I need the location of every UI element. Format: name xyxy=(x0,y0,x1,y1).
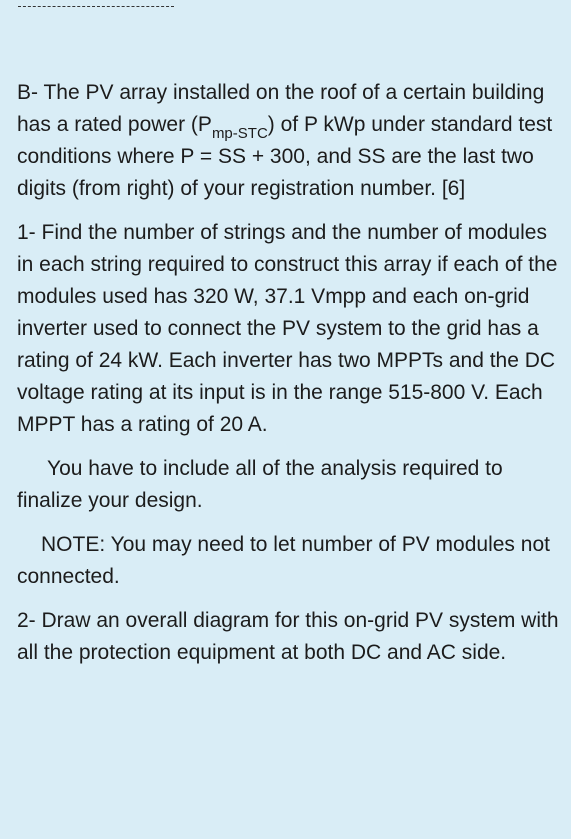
part-b-intro: B- The PV array installed on the roof of a certain building has a rated power (P xyxy=(17,81,545,136)
part-b-intro-continued: ) of P kWp under standard test conditions where P = SS + 300, and SS are the last two digits (from right) of your registration number. [6] xyxy=(17,113,553,200)
question-document xyxy=(17,77,565,669)
dashed-separator xyxy=(18,6,174,7)
question-1: 1- Find the number of strings and the number of modules in each string required to construct this array if each of the modules used has 320 W, 37.1 Vmpp and each on-grid inverter used to connect the PV system to the grid has a rating of 24 kW. Each inverter has two MPPTs and the DC voltage rating at its input is in the range 515-800 V. Each MPPT has a rating of 20 A. xyxy=(17,221,558,436)
note-text: NOTE: You may need to let number of PV modules not connected. xyxy=(17,533,550,588)
power-subscript: mp-STC xyxy=(211,125,268,142)
analysis-instruction: You have to include all of the analysis required to finalize your design. xyxy=(17,457,503,512)
question-2: 2- Draw an overall diagram for this on-grid PV system with all the protection equipment at both DC and AC side. xyxy=(17,609,559,664)
part-b-statement xyxy=(17,77,565,205)
